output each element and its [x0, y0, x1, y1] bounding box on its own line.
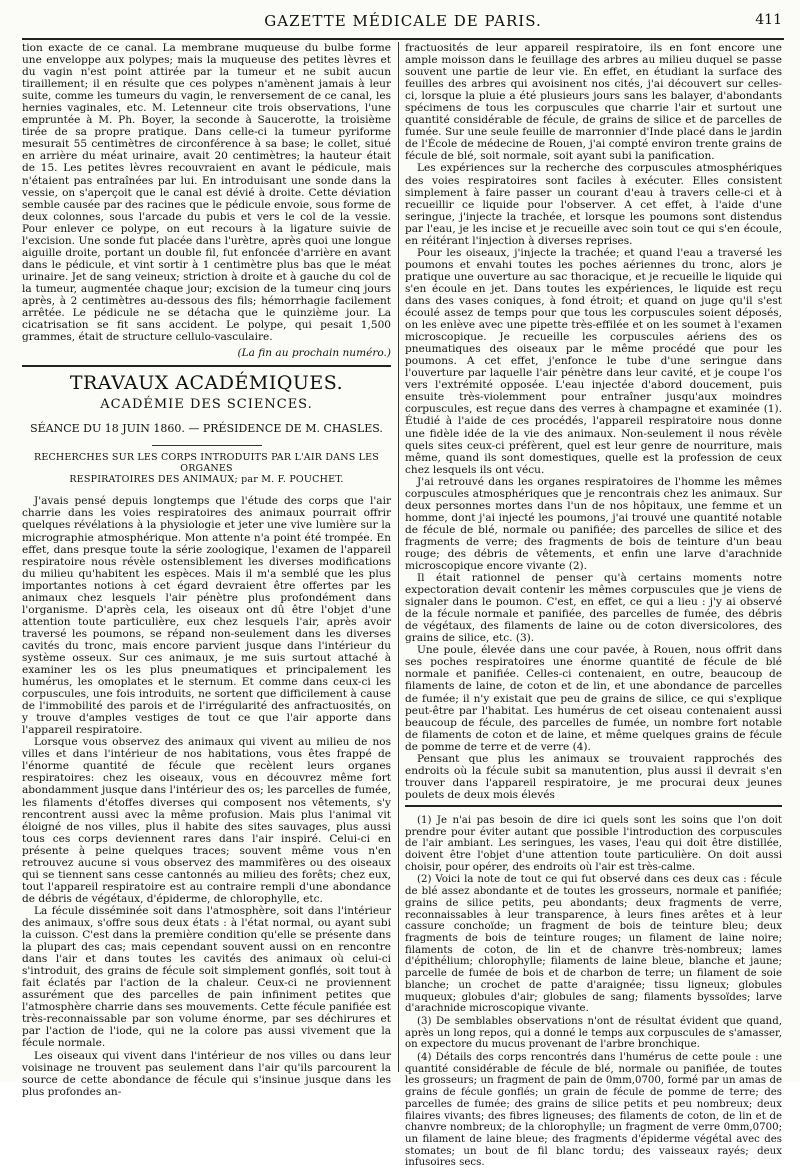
left-column: [22, 42, 391, 1098]
article-paragraph: Les oiseaux qui vivent dans l'intérieur de nos villes ou dans leur voisinage ne trouvent pas seulement dans l'air qu'ils parcourent la source de cette abondance de fécule qui s'insinue jusque dans les plus profondes an-: [22, 1049, 391, 1098]
article-title-line-1: RECHERCHES SUR LES CORPS INTRODUITS PAR L'AIR DANS LES ORGANES: [33, 452, 380, 475]
footnote: (4) Détails des corps rencontrés dans l'humérus de cette poule : une quantité considérable de fécule de blé, normale ou panifiée, de toutes les grosseurs; un fragment de pain de 0mm,0700, formé par un amas de grains de fécule gonflés; un grain de fécule de pomme de terre; des parcelles de fumée; des grains de silice petits et peu nombreux; deux filaires vivants; des fibres ligneuses; des filaments de coton, de lin et de chanvre nombreux; de la chlorophylle; un fragment de verre 0mm,0700; un filament de laine bleue; des fragments d'épiderme végétal avec des stomates; un bout de fil blanc tordu; des vaisseaux rayés; deux infusoires secs.: [405, 1052, 782, 1169]
running-title: GAZETTE MÉDICALE DE PARIS.: [264, 12, 542, 30]
footnote: (2) Voici la note de tout ce qui fut observé dans ces deux cas : fécule de blé assez abondante et de toutes les grosseurs, normale et panifiée; grains de silice petits, peu abondants; deux fragments de verre, reconnaissables à leur transparence, à leurs fines arêtes et à leur cassure conchoïde; un fragment de bois de teinture bleu; deux fragments de bois de teinture rouges; un filament de laine noire; filaments de coton, de lin et de chanvre très-nombreux; lames d'épithélium; chlorophylle; filaments de laine bleue, blanche et jaune; parcelle de fumée de bois et de charbon de terre; un filament de soie blanche; un crochet de patte d'araignée; tissu ligneux; globules muqueux; globules d'air; globules de sang; filaments byssoïdes; larve d'arachnide microscopique vivante.: [405, 874, 782, 1015]
article-paragraph: fractuosités de leur appareil respiratoire, ils en font encore une ample moisson dans le feuillage des arbres au milieu duquel se passe souvent une partie de leur vie. En effet, en étudiant la surface des feuilles des arbres qui avoisinent nos cités, j'ai découvert sur celles-ci, lorsque la pluie a été plusieurs jours sans les balayer, d'abondants spécimens de tous les corpuscules que charrie l'air et surtout une quantité considérable de fécule, de grains de silice et de parcelles de fumée. Sur une seule feuille de marronnier d'Inde placé dans le jardin de l'École de médecine de Rouen, j'ai compté environ trente grains de fécule de blé, soit normale, soit ayant subi la panification.: [405, 42, 782, 163]
subsection-title: ACADÉMIE DES SCIENCES.: [100, 397, 313, 413]
page-number: 411: [755, 12, 782, 28]
continuation-note: (La fin au prochain numéro.): [237, 347, 391, 360]
article-paragraph: Pour les oiseaux, j'injecte la trachée; et quand l'eau a traversé les poumons et envahi toutes les poches aériennes du tronc, alors je pratique une ouverture au sac thoracique, et je recueille le liquide qui s'en écoule en jet. Dans toutes les expériences, le liquide est reçu dans des vases coniques, à fond étroit; et quand on juge qu'il s'est écoulé assez de temps pour que tous les corpuscules soient déposés, on les enlève avec une pipette très-effilée et on les soumet à l'examen microscopique. Je recueille les corpuscules aériens des os pneumatiques des oiseaux par le même procédé que pour les poumons. A cet effet, j'enfonce le tube d'une seringue dans l'ouverture par laquelle l'air pénètre dans leur cavité, et je coupe l'os vers l'extrémité opposée. L'eau injectée d'abord doucement, puis ensuite très-violemment pour entraîner jusqu'aux moindres corpuscules, est reçue dans des verres à champagne et examinée (1). Étudié à l'aide de ces procédés, l'appareil respiratoire nous donne une fidèle idée de la vie des animaux. Non-seulement il nous révèle quels sites ceux-ci préfèrent, quel est leur genre de nourriture, mais même, quand ils sont domestiques, quelle est la profession de ceux chez lesquels ils ont vécu.: [405, 246, 782, 476]
title-rule: [152, 445, 262, 446]
section-rule: [22, 365, 391, 367]
article-paragraph: Il était rationnel de penser qu'à certains moments notre expectoration devait contenir les mêmes corpuscules que je viens de signaler dans le poumon. C'est, en effet, ce qui a lieu : j'y ai observé de la fécule normale et panifiée, des parcelles de fumée, des débris de végétaux, des filaments de laine ou de coton diversicolores, des grains de silice, etc. (3).: [405, 572, 782, 645]
article-paragraph: J'ai retrouvé dans les organes respiratoires de l'homme les mêmes corpuscules atmosphériques que je rencontrais chez les animaux. Sur deux personnes mortes dans l'un de nos hôpitaux, une femme et un homme, dont j'ai injecté les poumons, j'ai trouvé une quantité notable de fécule de blé, normale ou panifiée; des parcelles de silice et des fragments de verre; des fragments de bois de teinture d'un beau rouge; des débris de vêtements, et enfin une larve d'arachnide microscopique encore vivante (2).: [405, 475, 782, 573]
session-line: SÉANCE DU 18 JUIN 1860. — PRÉSIDENCE DE M. CHASLES.: [30, 422, 383, 436]
article-paragraph: La fécule disséminée soit dans l'atmosphère, soit dans l'intérieur des animaux, s'offre sous deux états : à l'état normal, ou ayant subi la cuisson. C'est dans la première condition qu'elle se présente dans la plupart des cas; mais cependant souvent aussi on en rencontre dans l'air et dans toutes les cavités des animaux où celui-ci s'introduit, des grains de fécule soit simplement gonflés, soit tout à fait éclatés par l'action de la chaleur. Ceux-ci ne proviennent assurément que des parcelles de pain infiniment petites que l'atmosphère charrie dans ses mouvements. Cette fécule panifiée est très-reconnaissable par son volume énorme, par ses déchirures et par l'action de l'iode, qui ne la colore pas aussi vivement que la fécule normale.: [22, 904, 391, 1050]
footnotes: [405, 805, 782, 1169]
section-title: TRAVAUX ACADÉMIQUES.: [69, 372, 344, 395]
article-paragraph: Une poule, élevée dans une cour pavée, à Rouen, nous offrit dans ses poches respiratoires une énorme quantité de fécule de blé normale et panifiée. Celles-ci contenaient, en outre, beaucoup de filaments de laine, de coton et de lin, et une abondance de parcelles de fumée; il n'y existait que peu de grains de silice, ce qui s'explique peut-être par l'habitat. Les humérus de cet oiseau contenaient aussi beaucoup de fécule, des parcelles de fumée, un nombre fort notable de filaments de coton et de laine, et même quelques grains de fécule de pomme de terre et de verre (4).: [405, 644, 782, 753]
footnote: (1) Je n'ai pas besoin de dire ici quels sont les soins que l'on doit prendre pour éviter autant que possible l'introduction des corpuscules de l'air ambiant. Les seringues, les vases, l'eau qui doit être distillée, doivent être l'objet d'une attention toute particulière. On doit aussi choisir, pour opérer, des endroits où l'air est très-calme.: [405, 814, 782, 873]
article-paragraph: Pensant que plus les animaux se trouvaient rapprochés des endroits où la fécule subit sa manutention, plus aussi il devrait s'en trouver dans l'appareil respiratoire, je me procurai deux jeunes poulets de deux mois élevés: [405, 752, 782, 801]
continued-paragraph: tion exacte de ce canal. La membrane muqueuse du bulbe forme une enveloppe aux polypes; mais la muqueuse des petites lèvres et du vagin n'est point attirée par la tumeur et ne subit aucun tiraillement; il en résulte que ces polypes n'amènent jamais à leur suite, comme les tumeurs du vagin, le renversement de ce canal, les hernies vaginales, etc. M. Letenneur cite trois observations, l'une empruntée à M. Ph. Boyer, la seconde à Saucerotte, la troisième tirée de sa propre pratique. Dans celle-ci la tumeur pyriforme mesurait 55 centimètres de circonférence à sa base; le collet, situé en arrière du méat urinaire, avait 20 centimètres; la hauteur était de 15. Les petites lèvres recouvraient en avant le pédicule, mais n'étaient pas entraînées par lui. En introduisant une sonde dans la vessie, on s'aperçoit que le canal est dévié à droite. Cette déviation semble causée par des racines que le pédicule envoie, sous forme de deux colonnes, sous l'arcade du pubis et vers le col de la vessie. Pour enlever ce polype, on eut recours à la ligature suivie de l'excision. Une sonde fut placée dans l'urètre, après quoi une longue aiguille droite, portant un double fil, fut enfoncée d'arrière en avant dans le pédicule, et vint sortir à 1 centimètre plus bas que le méat urinaire. Jet de sang veineux; striction à droite et à gauche du col de la tumeur, augmentée chaque jour; excision de la tumeur cinq jours après, à 2 centimètres au-dessous des fils; hémorrhagie facilement arrêtée. Le pédicule ne se détacha que le quinzième jour. La cicatrisation se fit sans accident. Le polype, qui pesait 1,500 grammes, était de structure cellulo-vasculaire.: [22, 42, 391, 344]
article-paragraph: Les expériences sur la recherche des corpuscules atmosphériques des voies respiratoires sont faciles à exécuter. Elles consistent simplement à faire passer un courant d'eau à travers celle-ci et à recueillir ce liquide pour l'observer. A cet effet, à l'aide d'une seringue, j'injecte la trachée, et lorsque les poumons sont distendus par l'eau, je les incise et je recueille avec soin tout ce qui s'en écoule, en réitérant l'injection à diverses reprises.: [405, 162, 782, 247]
column-divider: [398, 42, 399, 1072]
article-title-line-2: RESPIRATOIRES DES ANIMAUX; par M. F. POUCHET.: [69, 474, 344, 486]
footnote: (3) De semblables observations n'ont de résultat évident que quand, après un long repos, qui a donné le temps aux corpuscules de s'amasser, on expectore du mucus provenant de l'arbre bronchique.: [405, 1015, 782, 1051]
page-header: [22, 8, 784, 40]
article-title: [22, 452, 391, 485]
article-paragraph: Lorsque vous observez des animaux qui vivent au milieu de nos villes et dans l'intérieur de nos habitations, vous êtes frappé de l'énorme quantité de fécule que recèlent leurs organes respiratoires: chez les oiseaux, vous en découvrez même fort abondamment jusque dans l'intérieur des os; les parcelles de fumée, les filaments d'étoffes diverses qui composent nos vêtements, s'y rencontrent aussi avec la même profusion. Mais plus l'animal vit éloigné de nos villes, plus il habite des sites sauvages, plus aussi tous ces corps deviennent rares dans l'air inspiré. Celui-ci en présente à peine quelques traces; souvent même vous n'en retrouvez aucune si vous observez des mammifères ou des oiseaux qui se tiennent sans cesse cantonnés au milieu des forêts; chez eux, tout l'appareil respiratoire est au contraire rempli d'une abondance de débris de végétaux, d'épiderme, de chlorophylle, etc.: [22, 736, 391, 905]
article-paragraph: J'avais pensé depuis longtemps que l'étude des corps que l'air charrie dans les voies respiratoires des animaux pourrait offrir quelques révélations à la physiologie et jeter une vive lumière sur la micrographie atmosphérique. Mon attente n'a point été trompée. En effet, dans presque toute la série zoologique, l'examen de l'appareil respiratoire nous révèle ostensiblement les diverses modifications du milieu qu'habitent les espèces. Mais il m'a semblé que les plus importantes notions à cet égard devraient être offertes par les animaux chez lesquels l'air pénètre plus profondément dans l'organisme. D'après cela, les oiseaux ont dû être l'objet d'une attention toute particulière, eux chez lesquels l'air, après avoir traversé les poumons, se répand non-seulement dans les diverses cavités du tronc, mais encore parvient jusque dans l'intérieur du système osseux. Sur ces animaux, je me suis surtout attaché à examiner les os les plus pneumatiques et principalement les humérus, les omoplates et le sternum. Et comme dans ceux-ci les corpuscules, une fois introduits, ne sortent que difficilement à cause de l'immobilité des parois et de l'irrégularité des anfractuosités, on y trouve d'amples vestiges de tout ce que l'air apporte dans l'appareil respiratoire.: [22, 495, 391, 737]
right-column: [405, 42, 782, 1169]
